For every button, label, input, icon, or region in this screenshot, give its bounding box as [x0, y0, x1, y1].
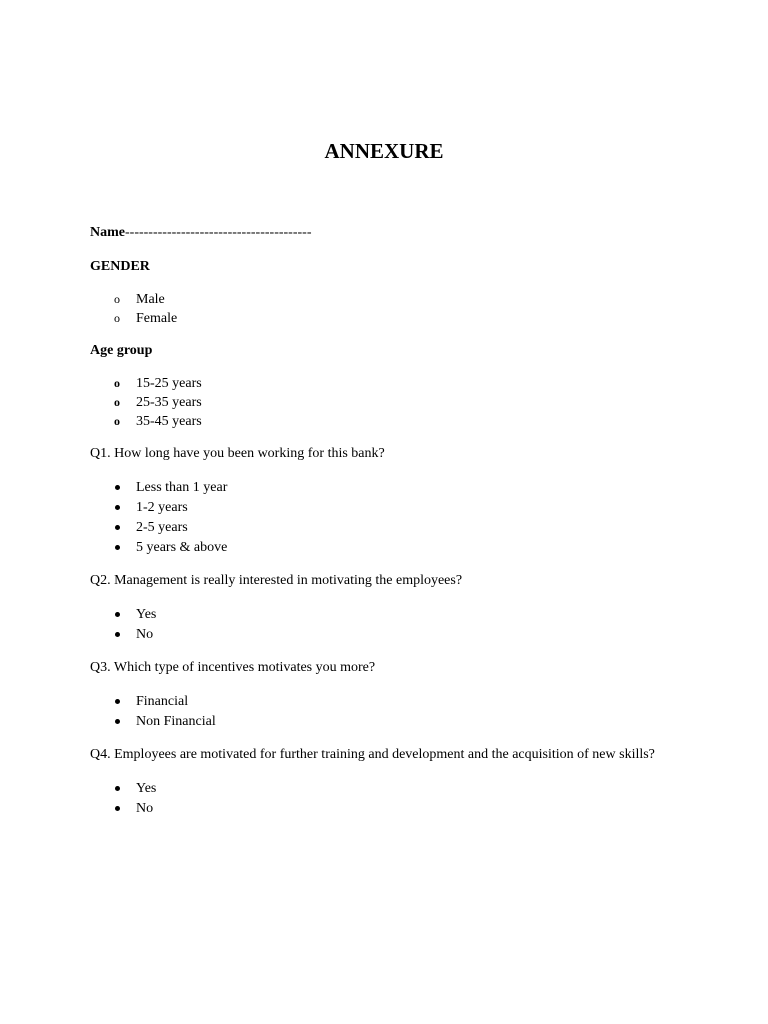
list-item — [90, 799, 670, 819]
list-item — [90, 498, 670, 518]
question-3: Q3. Which type of incentives motivates you more? — [90, 660, 376, 675]
name-blank-line: ---------------------------------------- — [125, 225, 312, 240]
hollow-bullet-icon: o — [114, 376, 120, 390]
question-4: Q4. Employees are motivated for further training and development and the acquisition of new skills? — [90, 747, 655, 762]
list-item — [90, 412, 670, 431]
list-item — [90, 518, 670, 538]
hollow-bullet-icon: o — [114, 292, 120, 306]
list-item — [90, 478, 670, 498]
option-label: Non Financial — [136, 714, 216, 729]
option-label: No — [136, 627, 154, 642]
question-2: Q2. Management is really interested in motivating the employees? — [90, 573, 463, 588]
name-label: Name — [90, 225, 125, 240]
list-item — [90, 712, 670, 732]
page-title: ANNEXURE — [324, 139, 444, 163]
question-1: Q1. How long have you been working for this bank? — [90, 446, 385, 461]
option-label: 1-2 years — [136, 500, 188, 515]
option-label: 25-35 years — [136, 395, 202, 410]
question-3-options — [90, 692, 670, 732]
list-item — [90, 605, 670, 625]
question-1-options — [90, 478, 670, 558]
hollow-bullet-icon: o — [114, 311, 120, 325]
option-label: 35-45 years — [136, 414, 202, 429]
list-item — [90, 538, 670, 558]
option-label: Yes — [136, 781, 157, 796]
age-group-options — [90, 374, 670, 431]
questionnaire — [90, 223, 670, 832]
hollow-bullet-icon: o — [114, 414, 120, 428]
option-label: 15-25 years — [136, 376, 202, 391]
list-item — [90, 374, 670, 393]
question-2-options — [90, 605, 670, 645]
question-4-options — [90, 779, 670, 819]
hollow-bullet-icon: o — [114, 395, 120, 409]
list-item — [90, 692, 670, 712]
gender-options — [90, 290, 670, 328]
name-field — [90, 223, 670, 243]
option-label: 5 years & above — [136, 540, 228, 555]
option-label: Female — [136, 311, 178, 326]
list-item — [90, 625, 670, 645]
option-label: Yes — [136, 607, 157, 622]
option-label: Male — [136, 292, 165, 307]
option-label: Less than 1 year — [136, 480, 228, 495]
option-label: 2-5 years — [136, 520, 188, 535]
option-label: Financial — [136, 694, 189, 709]
list-item — [90, 290, 670, 309]
list-item — [90, 779, 670, 799]
list-item — [90, 393, 670, 412]
option-label: No — [136, 801, 154, 816]
list-item — [90, 309, 670, 328]
age-group-label: Age group — [90, 343, 153, 358]
gender-label: GENDER — [90, 259, 150, 274]
